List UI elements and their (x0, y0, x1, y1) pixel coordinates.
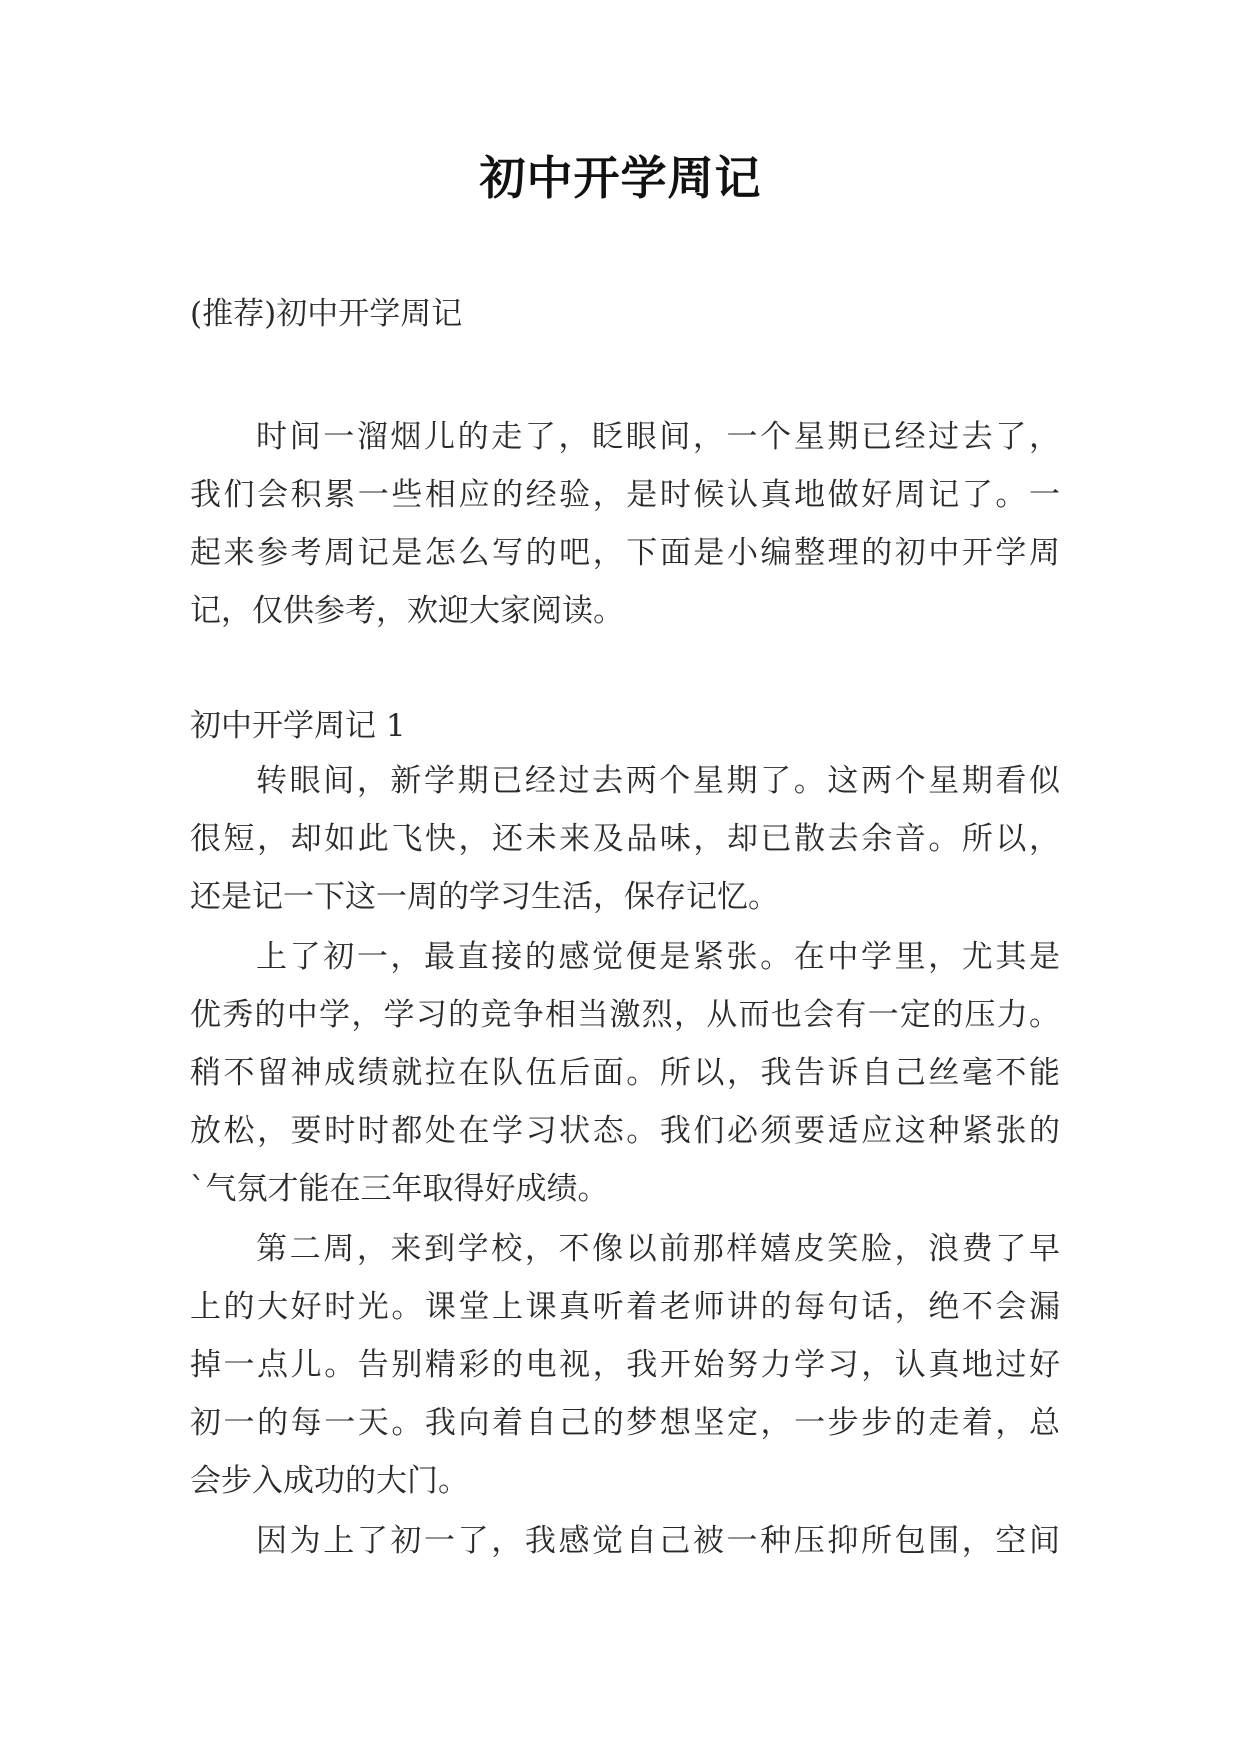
body-paragraph (190, 1512, 1060, 1570)
paragraph-line: 放松，要时时都处在学习状态。我们必须要适应这种紧张的 (190, 1113, 1060, 1149)
paragraph-line: 第二周，来到学校，不像以前那样嬉皮笑脸，浪费了早 (256, 1231, 1060, 1267)
paragraph-line: 上了初一，最直接的感觉便是紧张。在中学里，尤其是 (256, 939, 1060, 975)
paragraph-line: 稍不留神成绩就拉在队伍后面。所以，我告诉自己丝毫不能 (190, 1055, 1060, 1091)
paragraph-line: 时间一溜烟儿的走了，眨眼间，一个星期已经过去了， (256, 419, 1060, 455)
body-paragraph (190, 752, 1060, 926)
paragraph-line: 还是记一下这一周的学习生活，保存记忆。 (190, 879, 779, 915)
paragraph-line: 优秀的中学，学习的竞争相当激烈，从而也会有一定的压力。 (190, 997, 1060, 1033)
body-paragraph (190, 928, 1060, 1218)
intro-paragraph (190, 408, 1060, 640)
document-subtitle: (推荐)初中开学周记 (190, 296, 463, 332)
page-title: 初中开学周记 (479, 151, 762, 205)
section-heading: 初中开学周记 1 (190, 708, 406, 744)
paragraph-line: 起来参考周记是怎么写的吧，下面是小编整理的初中开学周 (190, 535, 1060, 571)
paragraph-line: `气氛才能在三年取得好成绩。 (190, 1171, 609, 1207)
paragraph-line: 因为上了初一了，我感觉自己被一种压抑所包围，空间 (256, 1523, 1060, 1559)
paragraph-line: 掉一点儿。告别精彩的电视，我开始努力学习，认真地过好 (190, 1347, 1060, 1383)
paragraph-line: 记，仅供参考，欢迎大家阅读。 (190, 593, 624, 629)
paragraph-line: 初一的每一天。我向着自己的梦想坚定，一步步的走着，总 (190, 1405, 1060, 1441)
body-paragraph (190, 1220, 1060, 1510)
paragraph-line: 会步入成功的大门。 (190, 1463, 469, 1499)
paragraph-line: 很短，却如此飞快，还未来及品味，却已散去余音。所以， (190, 821, 1060, 857)
paragraph-line: 上的大好时光。课堂上课真听着老师讲的每句话，绝不会漏 (190, 1289, 1060, 1325)
paragraph-line: 转眼间，新学期已经过去两个星期了。这两个星期看似 (256, 763, 1060, 799)
paragraph-line: 我们会积累一些相应的经验，是时候认真地做好周记了。一 (190, 477, 1060, 513)
